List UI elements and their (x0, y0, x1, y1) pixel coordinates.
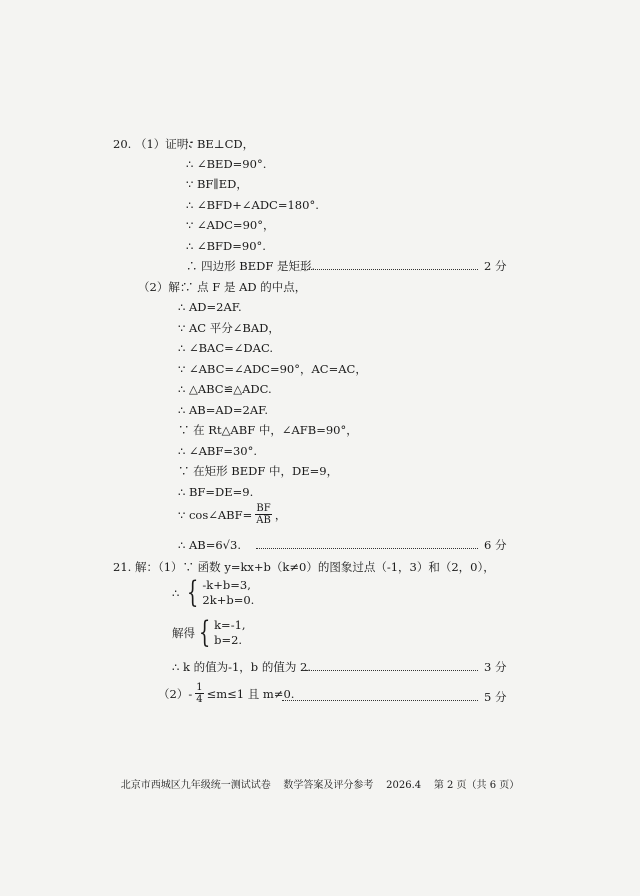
score-label: 5 分 (484, 690, 507, 704)
score-leader-dots (282, 700, 478, 701)
q20-p2-line: ∴ AB=AD=2AF. (178, 403, 268, 417)
fraction-numerator: BF (256, 503, 271, 514)
q20-p1-line: ∴ ∠BED=90°. (186, 157, 267, 171)
q21-number: 21. (113, 560, 132, 574)
score-leader-dots (306, 670, 478, 671)
fraction-denominator: AB (256, 515, 271, 526)
system-equation: -k+b=3, (202, 578, 251, 592)
system-equation: k=-1, (214, 618, 246, 632)
system-equations (202, 578, 254, 608)
q20-p1-line: ∴ ∠BFD=90°. (186, 239, 266, 253)
fraction-numerator: 1 (196, 682, 203, 693)
q21-intro: 解：（1）∵ 函数 y=kx+b（k≠0）的图象过点（-1，3）和（2，0）， (134, 560, 495, 574)
q20-p1-line: ∴ 四边形 BEDF 是矩形. (186, 259, 316, 273)
q20-part2-label: （2）解： (138, 280, 192, 294)
score-label: 2 分 (484, 259, 507, 273)
q20-p1-line: ∵ ∠ADC=90°， (186, 218, 275, 232)
part2-rest: ≤m≤1 且 m≠0. (206, 686, 295, 701)
equation-system (183, 575, 255, 610)
therefore-symbol: ∴ (172, 586, 180, 600)
part2-label: （2） (158, 686, 189, 701)
q21-system-1 (172, 575, 255, 610)
q20-p2-line: ∵ 在 Rt△ABF 中，∠AFB=90°， (178, 423, 358, 437)
q20-p2-line: ∵ ∠ABC=∠ADC=90°，AC=AC， (178, 362, 367, 376)
system-equation: b=2. (214, 633, 243, 647)
q21-part2 (158, 682, 294, 705)
q21-system-2 (172, 615, 246, 650)
score-label: 3 分 (484, 660, 507, 674)
q20-cos-line (178, 503, 286, 526)
fraction-bf-ab (255, 503, 272, 526)
q21-header (113, 560, 495, 574)
system-equations (214, 618, 245, 648)
solution-system (195, 615, 246, 650)
q20-p2-line: ∴ ∠BAC=∠DAC. (178, 341, 274, 355)
q20-p2-line: ∴ △ABC≌△ADC. (178, 382, 272, 396)
q20-part1-label: （1）证明： (134, 137, 200, 151)
q20-p2-line: ∵ 点 F 是 AD 的中点， (182, 280, 307, 294)
q20-p2-line: ∵ AC 平分∠BAD， (178, 321, 280, 335)
q20-p1-line: ∴ ∠BFD+∠ADC=180°. (186, 198, 319, 212)
system-equation: 2k+b=0. (202, 593, 255, 607)
score-leader-dots (256, 548, 478, 549)
page-footer: 北京市西城区九年级统一测试试卷 数学答案及评分参考 2026.4 第 2 页（共 6 页） (120, 780, 520, 791)
solve-label: 解得 (172, 626, 195, 640)
fraction-denominator: 4 (196, 694, 203, 705)
brace-icon: { (187, 575, 199, 610)
q21-conclusion: ∴ k 的值为-1，b 的值为 2. (172, 660, 311, 674)
q20-p1-line: ∵ BE⊥CD， (186, 137, 255, 151)
q20-p2-line: ∴ AD=2AF. (178, 300, 242, 314)
brace-icon: { (198, 615, 211, 650)
minus-sign: - (188, 686, 193, 701)
q20-p2-line: ∵ 在矩形 BEDF 中，DE=9， (178, 464, 339, 478)
q20-p2-line: ∴ BF=DE=9. (178, 485, 254, 499)
score-label: 6 分 (484, 538, 507, 552)
score-leader-dots (302, 269, 478, 270)
q20-p2-line: ∴ ∠ABF=30°. (178, 444, 258, 458)
q20-ab-line: ∴ AB=6√3. (178, 538, 241, 552)
cos-suffix: ， (274, 507, 287, 522)
fraction-one-quarter (195, 682, 203, 705)
cos-prefix: ∵ cos∠ABF= (178, 507, 253, 522)
q20-p1-line: ∵ BF∥ED， (186, 177, 248, 191)
q20-number: 20. (113, 137, 132, 151)
